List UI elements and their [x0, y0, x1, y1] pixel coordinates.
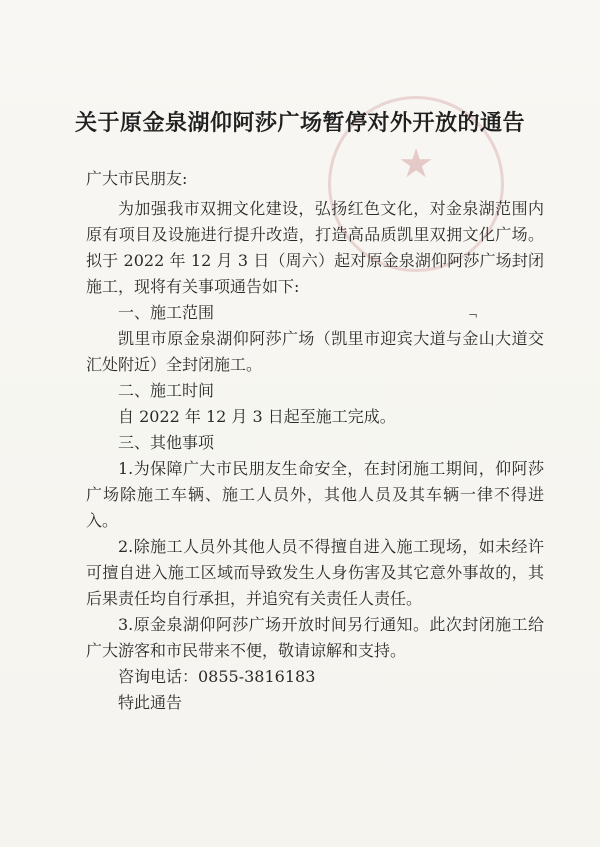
section-heading-scope: 一、施工范围 [118, 303, 215, 322]
section-heading-time: 二、施工时间 [118, 381, 215, 400]
other-item-1: 1.为保障广大市民朋友生命安全，在封闭施工期间，仰阿莎广场除施工车辆、施工人员外，其他人员及其车辆一律不得进入。 [86, 459, 544, 530]
notice-title: 关于原金泉湖仰阿莎广场暂停对外开放的通告 [74, 110, 525, 136]
other-item-3: 3.原金泉湖仰阿莎广场开放时间另行通知。此次封闭施工给广大游客和市民带来不便，敬请谅解和支持。 [86, 615, 544, 660]
stray-mark: ¬ [468, 308, 479, 322]
notice-body [86, 196, 544, 716]
other-item-2: 2.除施工人员外其他人员不得擅自进入施工现场，如未经许可擅自进入施工区域而导致发生人身伤害及其它意外事故的，其后果责任均自行承担，并追究有关责任人责任。 [86, 537, 544, 608]
contact-phone: 咨询电话：0855-3816183 [118, 667, 316, 686]
notice-greeting: 广大市民朋友: [86, 169, 188, 188]
closing-phrase: 特此通告 [118, 693, 183, 712]
time-paragraph: 自 2022 年 12 月 3 日起至施工完成。 [118, 407, 396, 426]
seal-star-icon: ★ [398, 141, 434, 187]
intro-paragraph: 为加强我市双拥文化建设，弘扬红色文化，对金泉湖范围内原有项目及设施进行提升改造，打造高品质凯里双拥文化广场。拟于 2022 年 12 月 3 日（周六）起对原金泉湖仰阿莎广场封闭施工，现将有关事项通告如下: [86, 199, 544, 296]
scope-paragraph: 凯里市原金泉湖仰阿莎广场（凯里市迎宾大道与金山大道交汇处附近）全封闭施工。 [86, 329, 544, 374]
section-heading-other: 三、其他事项 [118, 433, 215, 452]
